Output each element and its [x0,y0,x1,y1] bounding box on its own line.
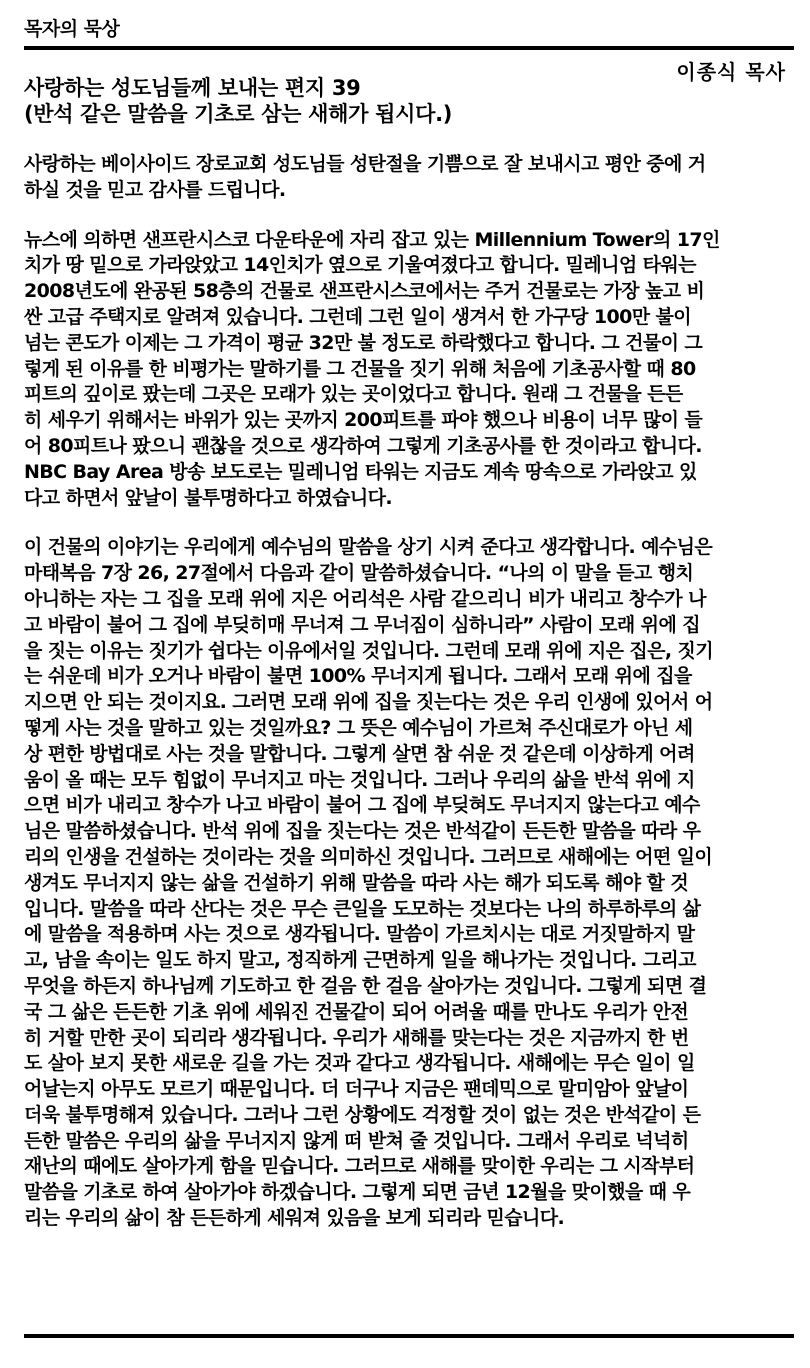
text-line: 히 세우기 위해서는 바위가 있는 곳까지 200피트를 파야 했으나 비용이 너무 많이 들 [24,409,703,432]
text-line: 말씀을 기초로 하여 살아가야 하겠습니다. 그렇게 되면 금년 12월을 맞이했을 때 우 [24,1181,691,1204]
text-line: 어날는지 아무도 모르기 때문입니다. 더 더구나 지금은 팬데믹으로 말미암아 앞날이 [24,1078,689,1101]
text-line: 히 거할 만한 곳이 되리라 생각됩니다. 우리가 새해를 맞는다는 것은 지금까지 한 번 [24,1026,689,1049]
text-line: 상 편한 방법대로 사는 것을 말합니다. 그렇게 살면 참 쉬운 것 같은데 이상하게 어려 [24,742,695,765]
bottom-divider [24,1334,794,1338]
text-line: 국 그 삶은 든든한 기초 위에 세워진 건물같이 되어 어려울 때를 만나도 우리가 안전 [24,1000,689,1023]
text-line: 아니하는 자는 그 집을 모래 위에 지은 어리석은 사람 같으리니 비가 내리고 창수가 나 [24,587,706,610]
text-line: 렇게 된 이유를 한 비평가는 말하기를 그 건물을 짓기 위해 처음에 기초공사할 때 80 [24,357,696,380]
top-divider [24,46,794,50]
letter-subtitle: (반석 같은 말씀을 기초로 삼는 새해가 됩시다.) [24,102,453,126]
text-line: 님은 말씀하셨습니다. 반석 위에 집을 짓는다는 것은 반석같이 든든한 말씀을 따라 우 [24,820,701,843]
text-line: 에 말씀을 적용하며 사는 것으로 생각됩니다. 말씀이 가르치시는 대로 거짓말하지 말 [24,923,695,946]
text-line: 치가 땅 밑으로 가라앉았고 14인치가 옆으로 기울여졌다고 합니다. 밀레니엄 타워는 [24,254,696,277]
text-line: 지으면 안 되는 것이지요. 그러면 모래 위에 집을 짓는다는 것은 우리 인생에 있어서 어 [24,691,713,714]
text-line: 어 80피트나 팠으니 괜찮을 것으로 생각하여 그렇게 기초공사를 한 것이라고 합니다. [24,434,702,457]
text-line: 뉴스에 의하면 샌프란시스코 다운타운에 자리 잡고 있는 Millennium Tower의 17인 [24,228,720,251]
section-label: 목자의 묵상 [24,18,120,40]
letter-title: 사랑하는 성도님들께 보내는 편지 39 [24,76,361,100]
text-line: 는 쉬운데 비가 오거나 바람이 불면 100% 무너지게 됩니다. 그래서 모래 위에 집을 [24,665,692,688]
bulletin-page [24,0,794,1368]
text-line: 이 건물의 이야기는 우리에게 예수님의 말씀을 상기 시켜 준다고 생각합니다. 예수님은 [24,536,713,559]
text-line: 고 바람이 불어 그 집에 부딪히매 무너져 그 무너짐이 심하니라” 사람이 모래 위에 집 [24,613,700,636]
text-line: 마태복음 7장 26, 27절에서 다음과 같이 말씀하셨습니다. “나의 이 말을 듣고 행치 [24,562,694,585]
text-line: 리는 우리의 삶이 참 든든하게 세워져 있음을 보게 되리라 믿습니다. [24,1207,565,1230]
paragraph-greeting [24,152,794,204]
text-line: 입니다. 말씀을 따라 산다는 것은 무슨 큰일을 도모하는 것보다는 나의 하루하루의 삶 [24,897,701,920]
text-line: 하실 것을 믿고 감사를 드립니다. [24,178,286,201]
text-line: 든한 말씀은 우리의 삶을 무너지지 않게 떠 받쳐 줄 것입니다. 그래서 우리로 넉넉히 [24,1129,689,1152]
text-line: 리의 인생을 건설하는 것이라는 것을 의미하신 것입니다. 그러므로 새해에는 어떤 일이 [24,845,713,868]
text-line: 사랑하는 베이사이드 장로교회 성도님들 성탄절을 기쁨으로 잘 보내시고 평안 중에 거 [24,153,706,175]
text-line: 으면 비가 내리고 창수가 나고 바람이 불어 그 집에 부딪혀도 무너지지 않는다고 예수 [24,794,700,817]
author-name: 이종식 목사 [676,60,786,84]
text-line: 고, 남을 속이는 일도 하지 말고, 정직하게 근면하게 일을 해나가는 것입니다. 그리고 [24,949,696,972]
text-line: 생겨도 무너지지 않는 삶을 건설하기 위해 말씀을 따라 사는 해가 되도록 해야 할 것 [24,871,689,894]
text-line: 다고 하면서 앞날이 불투명하다고 하였습니다. [24,486,393,509]
text-line: 더욱 불투명해져 있습니다. 그러나 그런 상황에도 걱정할 것이 없는 것은 반석같이 든 [24,1103,701,1126]
text-line: 을 짓는 이유는 짓기가 쉽다는 이유에서일 것입니다. 그런데 모래 위에 지은 집은, 짓기 [24,639,714,662]
text-line: 움이 올 때는 모두 힘없이 무너지고 마는 것입니다. 그러나 우리의 삶을 반석 위에 지 [24,768,695,791]
text-line: 싼 고급 주택지로 알려져 있습니다. 그런데 그런 일이 생겨서 한 가구당 100만 불이 [24,305,692,328]
text-line: 재난의 때에도 살아가게 함을 믿습니다. 그러므로 새해를 맞이한 우리는 그 시작부터 [24,1155,695,1178]
text-line: 떻게 사는 것을 말하고 있는 것일까요? 그 뜻은 예수님이 가르쳐 주신대로가 아닌 세 [24,716,693,739]
paragraph-news [24,228,794,512]
text-line: 2008년도에 완공된 58층의 건물로 샌프란시스코에서는 주거 건물로는 가장 높고 비 [24,280,705,303]
text-line: NBC Bay Area 방송 보도로는 밀레니엄 타워는 지금도 계속 땅속으로 가라앉고 있 [24,460,697,483]
text-line: 피트의 깊이로 팠는데 그곳은 모래가 있는 곳이었다고 합니다. 원래 그 건물을 든든 [24,383,683,406]
paragraph-sermon [24,535,794,1232]
text-line: 도 살아 보지 못한 새로운 길을 가는 것과 같다고 생각됩니다. 새해에는 무슨 일이 일 [24,1052,695,1075]
letter-body [24,152,794,1256]
text-line: 무엇을 하든지 하나님께 기도하고 한 걸음 한 걸음 살아가는 것입니다. 그렇게 되면 결 [24,974,707,997]
text-line: 넘는 콘도가 이제는 그 가격이 평균 32만 불 정도로 하락했다고 합니다. 그 건물이 그 [24,331,703,354]
